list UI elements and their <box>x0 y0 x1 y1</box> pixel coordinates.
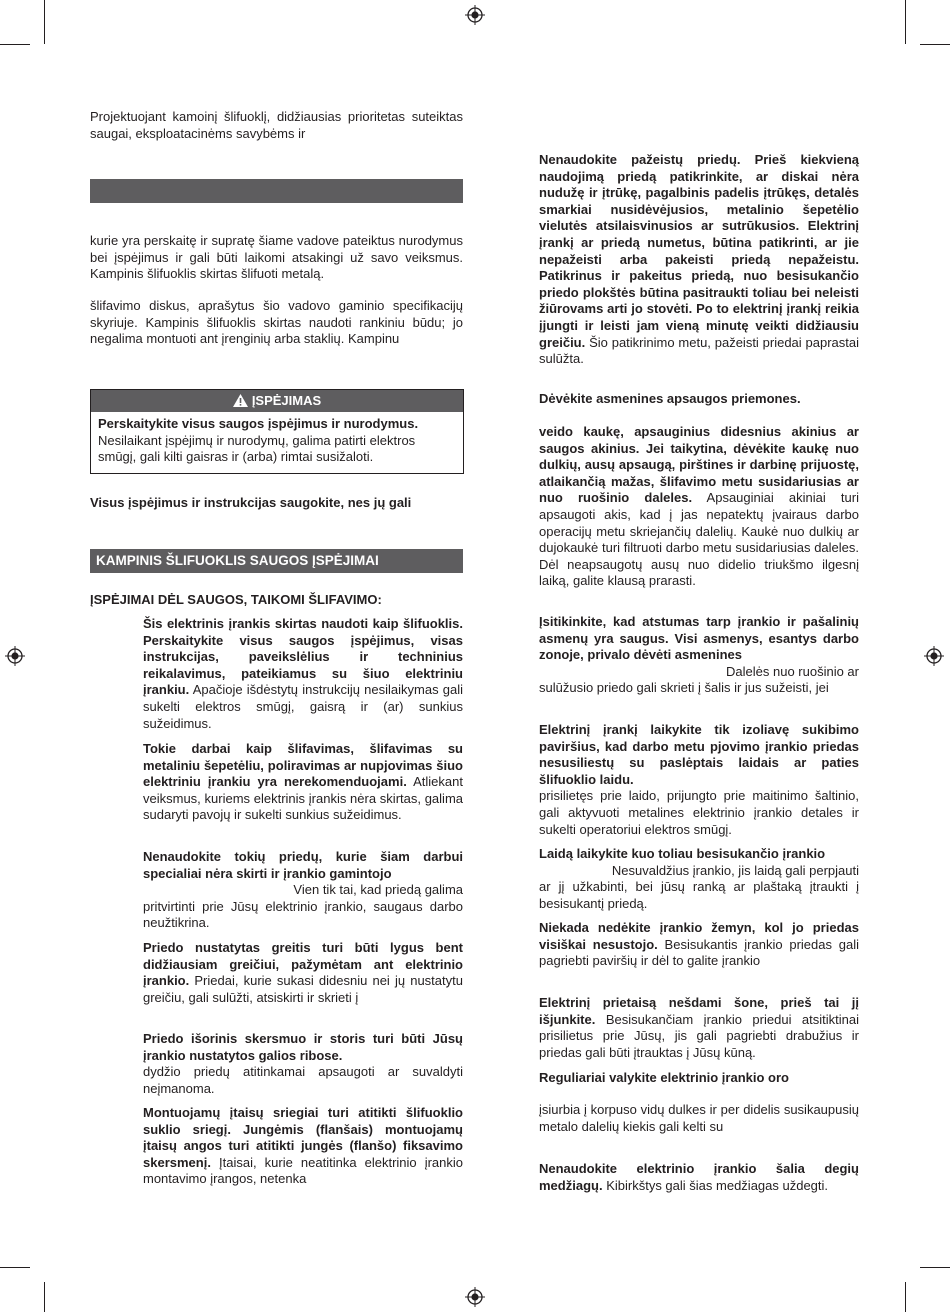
crop-mark <box>0 44 30 45</box>
item-bold: Elektrinį prietaisą nešdami šone, prieš tai jį išjunkite. <box>539 995 859 1027</box>
registration-mark-icon <box>465 5 485 25</box>
right-item: Dėvėkite asmenines apsaugos priemones. <box>539 391 801 406</box>
bullet-item <box>143 741 463 824</box>
bullet-bold: Priedo išorinis skersmuo ir storis turi būti Jūsų įrankio nustatytos galios ribose. <box>143 1031 463 1063</box>
warning-triangle-icon <box>233 394 248 407</box>
right-item <box>539 614 859 697</box>
right-item <box>539 1161 859 1194</box>
save-instructions-paragraph: Visus įspėjimus ir instrukcijas saugokite, nes jų gali <box>90 495 412 510</box>
right-item: įsiurbia į korpuso vidų dulkes ir per didelis susikaupusių metalo dalelių kiekis gali kelti su <box>539 1102 859 1134</box>
item-text: Besisukantis įrankio priedas gali pagriebti paviršių ir dėl to galite įrankio <box>539 936 859 969</box>
crop-mark <box>44 0 45 44</box>
subheading: ĮSPĖJIMAI DĖL SAUGOS, TAIKOMI ŠLIFAVIMO: <box>90 592 382 607</box>
item-bold: Nenaudokite elektrinio įrankio šalia degių medžiagų. <box>539 1161 859 1193</box>
bullet-text: Priedai, kurie sukasi didesniu nei jų nustatytu greičiu, gali sulūžti, atsiskirti ir skrieti į <box>143 973 463 1005</box>
intro-paragraph: Projektuojant kamoinį šlifuoklį, didžiausias prioritetas suteiktas saugai, eksploatacinėms savybėms ir <box>90 109 463 141</box>
bullet-text: Įtaisai, kurie neatitinka elektrinio įrankio montavimo įrangos, netenka <box>143 1154 463 1187</box>
bullet-bold: Nenaudokite tokių priedų, kurie šiam darbui specialiai nėra skirti ir įrankio gamintojo <box>143 849 463 881</box>
crop-mark <box>0 1267 30 1268</box>
bullet-bold: Priedo nustatytas greitis turi būti lygus bent didžiausiam greičiui, pažymėtam ant elektrinio įrankio. <box>143 940 463 989</box>
warning-title: ĮSPĖJIMAS <box>251 393 322 408</box>
right-item <box>539 152 859 368</box>
body-paragraph: kurie yra perskaitę ir supratę šiame vadove pateiktus nurodymus bei įspėjimus ir gali būti laikomi atsakingi už savo veiksmus. Kampinis šlifuoklis skirtas šlifuoti metalą. <box>90 233 463 282</box>
crop-mark <box>905 1282 906 1312</box>
warning-header <box>91 390 463 412</box>
item-text: ar jį užkabinti, bei jūsų ranką ar plaštaką įtraukti į besisukantį priedą. <box>539 879 859 911</box>
item-bold: Laidą laikykite kuo toliau besisukančio įrankio <box>539 846 826 861</box>
bullet-item <box>143 616 463 732</box>
item-bold: Nenaudokite pažeistų priedų. Prieš kiekvieną naudojimą priedą patikrinkite, ar diskai nėra nudužę ir įtrūkę, pagalbinis padelis įtrūkęs, detalės smarkiai nusidėvėjusios, metalinio šepetėlio vielutės atsilaisvinusios ar sutrūkusios. Elektrinį įrankį ar priedą numetus, būtina patikrinti, ar jie nepažeisti arba pakeisti priedą nepažeistu. Patikrinus ir pakeitus priedą, nuo besisukančio priedo plokštės būtina pasitraukti toliau bei neleisti žiūrovams arti jo stovėti. Po to elektrinį įrankį reikia įjungti ir leisti jam vieną minutę veikti didžiausiu greičiu. <box>539 152 859 350</box>
bullet-text: Apačioje išdėstytų instrukcijų nesilaikymas gali sukelti elektros smūgį, gaisrą ir (ar) sunkius sužeidimus. <box>143 682 463 731</box>
item-bold: veido kaukę, apsauginius didesnius akinius ar saugos akinius. Jei taikytina, dėvėkite kaukę nuo dulkių, ausų apsaugą, pirštines ir darbinę prijuostę, atlaikančią mažas, šlifavimo metu susidariusias ar nuo ruošinio daleles. <box>539 424 859 506</box>
bullet-item <box>143 1105 463 1188</box>
item-text: Kibirkštys gali šias medžiagas uždegti. <box>606 1177 829 1193</box>
warning-body <box>91 412 463 466</box>
bullet-bold: Šis elektrinis įrankis skirtas naudoti kaip šlifuoklis. Perskaitykite visus saugos įspėjimus, visas instrukcijas, paveikslėlius ir techninius reikalavimus, pateikiamus su šiuo elektriniu įrankiu. <box>143 616 463 698</box>
right-item <box>539 846 859 912</box>
section-title-bar: KAMPINIS ŠLIFUOKLIS SAUGOS ĮSPĖJIMAI <box>90 549 463 573</box>
bullet-item <box>143 1031 463 1097</box>
warning-bold-text: Perskaitykite visus saugos įspėjimus ir nurodymus. <box>98 416 419 431</box>
right-item <box>539 722 859 838</box>
registration-mark-icon <box>924 646 944 666</box>
bullet-tail: Vien tik tai, kad priedą galima <box>293 882 463 898</box>
bullet-item <box>143 940 463 1006</box>
crop-mark <box>44 1282 45 1312</box>
right-item: Reguliariai valykite elektrinio įrankio oro <box>539 1070 789 1085</box>
item-bold: Elektrinį įrankį laikykite tik izoliavę sukibimo paviršius, kad darbo metu pjovimo įrankio priedas nesusiliestų su paslėptais laidais ar paties šlifuoklio laidu. <box>539 722 859 787</box>
crop-mark <box>920 1267 950 1268</box>
item-tail: Nesuvaldžius įrankio, jis laidą gali perpjauti <box>611 862 859 878</box>
crop-mark <box>905 0 906 44</box>
item-tail: Dalelės nuo ruošinio ar <box>726 663 859 679</box>
registration-mark-icon <box>465 1287 485 1307</box>
item-text: Besisukančiam įrankio priedui atsitiktinai prisilietus prie Jūsų, jis gali pagriebti drabužius ir priedas gali būti įtrauktas į Jūsų kūną. <box>539 1011 859 1060</box>
bullet-item <box>143 849 463 932</box>
warning-box <box>90 389 464 474</box>
right-item <box>539 995 859 1061</box>
bullet-text: dydžio priedų atitinkamai apsaugoti ar suvaldyti neįmanoma. <box>143 1064 463 1096</box>
item-bold: Įsitikinkite, kad atstumas tarp įrankio ir pašalinių asmenų yra saugus. Visi asmenys, esantys darbo zonoje, privalo dėvėti asmenines <box>539 614 859 663</box>
item-bold: Niekada nedėkite įrankio žemyn, kol jo priedas visiškai nesustojo. <box>539 920 859 952</box>
item-text: Apsauginiai akiniai turi apsaugoti akis, kad į jas nepatektų įvairaus darbo operacijų metu skriejančių dalelių. Kaukė nuo dulkių ar dujokaukė turi filtruoti darbo metu susidariusias daleles. Dėl neapsaugotų ausų nuo didelio triukšmo ilgesnį laiką, galite klausą prarasti. <box>539 490 859 589</box>
right-item <box>539 424 859 590</box>
section-bar-empty <box>90 179 463 203</box>
right-item <box>539 920 859 970</box>
item-text: sulūžusio priedo gali skrieti į šalis ir jus sužeisti, jei <box>539 680 829 696</box>
bullet-bold: Tokie darbai kaip šlifavimas, šlifavimas su metaliniu šepetėliu, poliravimas ar nupjovimas šiuo elektriniu įrankiu yra nerekomenduojami. <box>143 741 463 790</box>
body-paragraph: šlifavimo diskus, aprašytus šio vadovo gaminio specifikacijų skyriuje. Kampinis šlifuoklis skirtas naudoti rankiniu būdu; jo negalima montuoti ant įrenginių arba staklių. Kampinu <box>90 298 463 347</box>
crop-mark <box>920 44 950 45</box>
registration-mark-icon <box>5 646 25 666</box>
warning-text: Nesilaikant įspėjimų ir nurodymų, galima patirti elektros smūgį, gali kilti gaisras ir (arba) rimtai susižaloti. <box>98 432 416 465</box>
bullet-bold: Montuojamų įtaisų sriegiai turi atitikti šlifuoklio suklio sriegį. Jungėmis (flanšais) montuojamų įtaisų angos turi atitikti jungės (flanšo) fiksavimo skersmenį. <box>143 1105 463 1170</box>
bullet-text: Atliekant veiksmus, kuriems elektrinis įrankis nėra skirtas, galima sudaryti pavojų ir sukelti sunkius sužeidimus. <box>143 774 463 823</box>
item-text: prisilietęs prie laido, prijungto prie maitinimo šaltinio, gali aktyvuoti metalines elektrinio įrankio detales ir sukelti operatoriui elektros smūgį. <box>539 788 859 837</box>
bullet-text: pritvirtinti prie Jūsų elektrinio įrankio, saugaus darbo neužtikrina. <box>143 898 463 931</box>
item-text: Šio patikrinimo metu, pažeisti priedai paprastai sulūžta. <box>539 334 859 367</box>
